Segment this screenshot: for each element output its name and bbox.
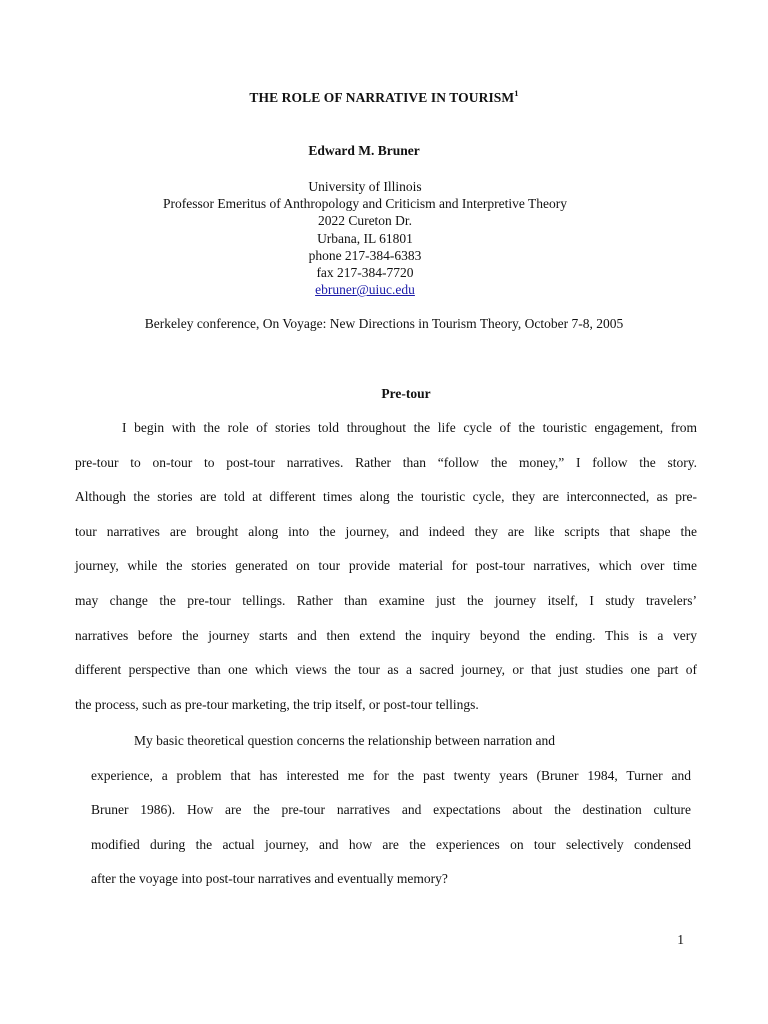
paragraph-line: modified during the actual journey, and how are the experiences on tour selectively condensed xyxy=(91,836,691,852)
paragraph-line: the process, such as pre-tour marketing, the trip itself, or post-tour tellings. xyxy=(75,696,479,712)
author-name: Edward M. Bruner xyxy=(308,143,420,158)
paragraph-line: experience, a problem that has interested me for the past twenty years (Bruner 1984, Turner and xyxy=(91,767,691,783)
document-title xyxy=(0,90,768,106)
address-line-position: Professor Emeritus of Anthropology and Criticism and Interpretive Theory xyxy=(163,196,567,212)
address-line-fax: fax 217-384-7720 xyxy=(316,265,414,281)
paragraph-line: I begin with the role of stories told throughout the life cycle of the touristic engagement, from xyxy=(122,420,697,435)
paragraph-line: Although the stories are told at different times along the touristic cycle, they are interconnected, as pre- xyxy=(75,489,697,505)
paragraph-line: journey, while the stories generated on tour provide material for post-tour narratives, which over time xyxy=(75,558,697,574)
paragraph-line: Bruner 1986). How are the pre-tour narratives and expectations about the destination culture xyxy=(91,802,691,818)
author-address-block xyxy=(0,178,730,298)
paragraph-line: narratives before the journey starts and then extend the inquiry beyond the ending. This is a very xyxy=(75,627,697,643)
paragraph-1 xyxy=(75,419,697,730)
address-line-phone: phone 217-384-6383 xyxy=(308,247,422,263)
paragraph-line: may change the pre-tour tellings. Rather than examine just the journey itself, I study travelers’ xyxy=(75,592,697,608)
paragraph-line: My basic theoretical question concerns the relationship between narration and xyxy=(134,733,555,748)
section-heading: Pre-tour xyxy=(381,386,431,401)
address-line-street: 2022 Cureton Dr. xyxy=(317,213,413,229)
paragraph-2 xyxy=(91,732,691,905)
paragraph-line: pre-tour to on-tour to post-tour narratives. Rather than “follow the money,” I follow the story. xyxy=(75,454,697,470)
title-text: THE ROLE OF NARRATIVE IN TOURISM xyxy=(249,90,515,105)
title-footnote-mark[interactable]: 1 xyxy=(514,88,519,98)
address-line-university: University of Illinois xyxy=(308,179,422,194)
paragraph-line: different perspective than one which views the tour as a sacred journey, or that just studies one part of xyxy=(75,662,697,678)
address-line-city: Urbana, IL 61801 xyxy=(317,230,413,246)
email-link[interactable]: ebruner@uiuc.edu xyxy=(315,282,415,298)
page-number: 1 xyxy=(677,932,684,947)
conference-line: Berkeley conference, On Voyage: New Directions in Tourism Theory, October 7-8, 2005 xyxy=(144,316,624,331)
paragraph-line: after the voyage into post-tour narratives and eventually memory? xyxy=(91,871,448,887)
paragraph-line: tour narratives are brought along into the journey, and indeed they are like scripts that shape the xyxy=(75,523,697,539)
